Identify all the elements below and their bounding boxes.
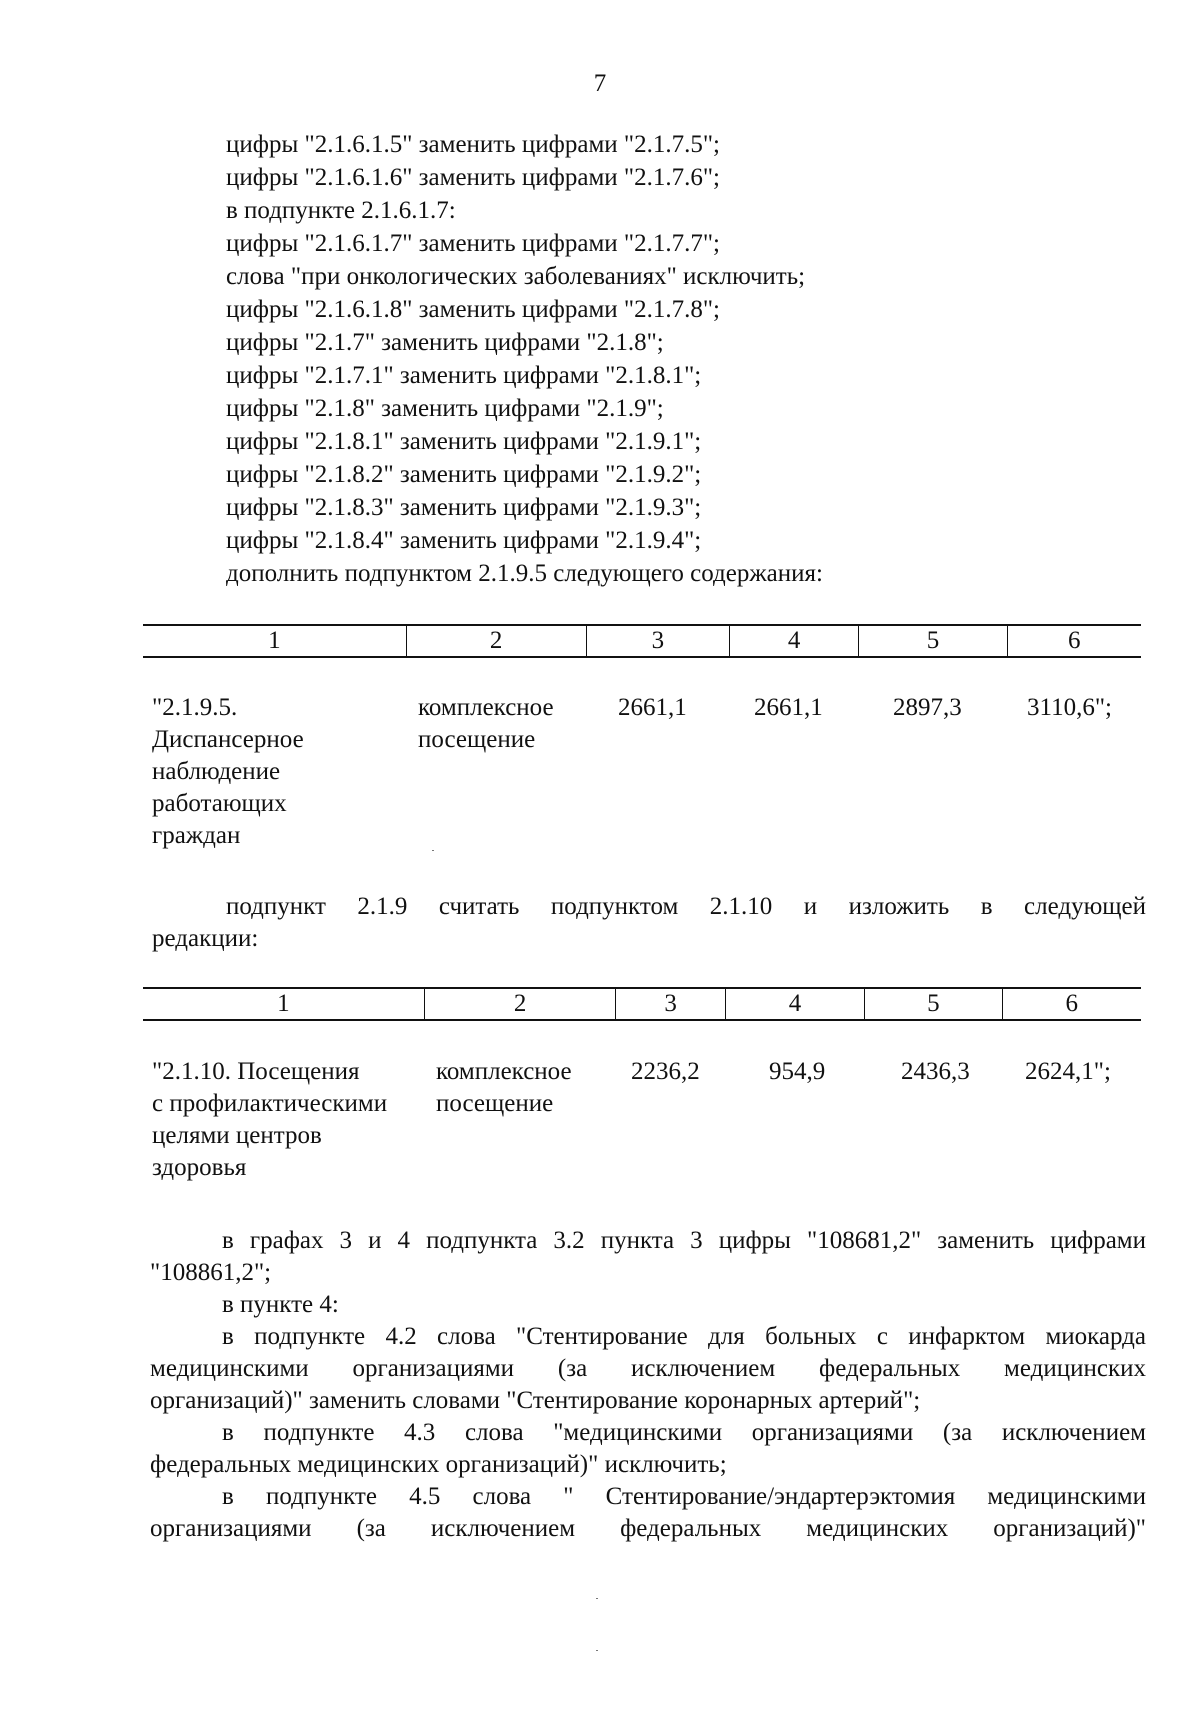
table1-col6: 3110,6"; — [1027, 694, 1112, 721]
table1-name-line: "2.1.9.5. — [152, 694, 238, 721]
closing-line: в подпункте 4.3 слова "медицинскими организациями (за исключением — [222, 1419, 1146, 1446]
table1-header-cell: 6 — [1007, 625, 1141, 657]
table2-col5: 2436,3 — [901, 1058, 970, 1085]
table2-name-line: с профилактическими — [152, 1090, 388, 1117]
closing-line: в графах 3 и 4 подпункта 3.2 пункта 3 цифры "108681,2" заменить цифрами — [222, 1227, 1146, 1254]
table2-header-cell: 4 — [725, 988, 864, 1020]
table2-unit-line: комплексное — [436, 1058, 572, 1085]
intro-line: цифры "2.1.8.2" заменить цифрами "2.1.9.2"; — [226, 461, 702, 488]
intro-line: цифры "2.1.6.1.8" заменить цифрами "2.1.7.8"; — [226, 296, 720, 323]
table1-col3: 2661,1 — [618, 694, 687, 721]
scan-speck — [432, 850, 434, 851]
scan-speck — [596, 1650, 598, 1651]
table1-header-cell: 4 — [729, 625, 858, 657]
intro-line: цифры "2.1.6.1.6" заменить цифрами "2.1.7.6"; — [226, 164, 720, 191]
intro-line: цифры "2.1.8.1" заменить цифрами "2.1.9.1"; — [226, 428, 702, 455]
table1-header-cell: 1 — [143, 625, 406, 657]
table1-name-line: Диспансерное — [152, 726, 304, 753]
table1-name-line: работающих — [152, 790, 287, 817]
table2-header-cell: 1 — [143, 988, 424, 1020]
intro-line: слова "при онкологических заболеваниях" исключить; — [226, 263, 806, 290]
table1-col4: 2661,1 — [754, 694, 823, 721]
table1-header-cell: 3 — [586, 625, 729, 657]
table1-col5: 2897,3 — [893, 694, 962, 721]
table2-name-line: "2.1.10. Посещения — [152, 1058, 360, 1085]
intro-line: цифры "2.1.7.1" заменить цифрами "2.1.8.1"; — [226, 362, 702, 389]
closing-line: организаций)" заменить словами "Стентирование коронарных артерий"; — [150, 1387, 921, 1414]
table1-header-cell: 2 — [406, 625, 586, 657]
closing-line: в подпункте 4.2 слова "Стентирование для больных с инфарктом миокарда — [222, 1323, 1146, 1350]
intro-line: в подпункте 2.1.6.1.7: — [226, 197, 456, 224]
intro-line: цифры "2.1.6.1.5" заменить цифрами "2.1.7.5"; — [226, 131, 720, 158]
intro-line: цифры "2.1.8.3" заменить цифрами "2.1.9.3"; — [226, 494, 702, 521]
intro-line: цифры "2.1.8" заменить цифрами "2.1.9"; — [226, 395, 664, 422]
intro-line: дополнить подпунктом 2.1.9.5 следующего содержания: — [226, 560, 823, 587]
table1-unit-line: посещение — [418, 726, 536, 753]
intro-line: цифры "2.1.7" заменить цифрами "2.1.8"; — [226, 329, 664, 356]
closing-line: в подпункте 4.5 слова " Стентирование/эндартерэктомия медицинскими — [222, 1483, 1146, 1510]
table2-unit-line: посещение — [436, 1090, 554, 1117]
closing-line: "108861,2"; — [150, 1259, 272, 1286]
table2-header-cell: 6 — [1002, 988, 1141, 1020]
table2-name-line: здоровья — [152, 1154, 247, 1181]
table1-header-cell: 5 — [859, 625, 1007, 657]
table2-col6: 2624,1"; — [1025, 1058, 1111, 1085]
para1-line1: подпункт 2.1.9 считать подпунктом 2.1.10 и изложить в следующей — [226, 893, 1146, 920]
table2-header-cell: 2 — [424, 988, 616, 1020]
para1-line2: редакции: — [152, 925, 259, 952]
page-number: 7 — [593, 70, 607, 97]
table1-name-line: наблюдение — [152, 758, 281, 785]
closing-line: федеральных медицинских организаций)" исключить; — [150, 1451, 727, 1478]
closing-line: медицинскими организациями (за исключением федеральных медицинских — [150, 1355, 1146, 1382]
table2-header-cell: 3 — [616, 988, 725, 1020]
closing-line: организациями (за исключением федеральных медицинских организаций)" — [150, 1515, 1146, 1542]
table1-header — [143, 624, 1141, 658]
table2-header-cell: 5 — [865, 988, 1002, 1020]
closing-line: в пункте 4: — [222, 1291, 339, 1318]
intro-line: цифры "2.1.8.4" заменить цифрами "2.1.9.4"; — [226, 527, 702, 554]
table2-col4: 954,9 — [769, 1058, 826, 1085]
table2-header — [143, 987, 1141, 1021]
table1-name-line: граждан — [152, 822, 241, 849]
table1-unit-line: комплексное — [418, 694, 554, 721]
scan-speck — [596, 1598, 598, 1599]
table2-name-line: целями центров — [152, 1122, 322, 1149]
table2-col3: 2236,2 — [631, 1058, 700, 1085]
intro-line: цифры "2.1.6.1.7" заменить цифрами "2.1.7.7"; — [226, 230, 720, 257]
